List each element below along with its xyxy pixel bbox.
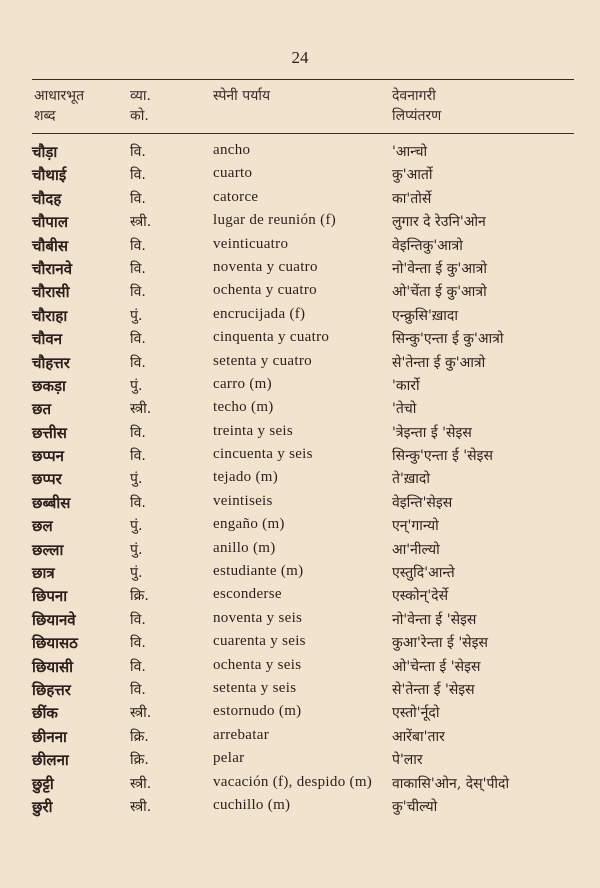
entry-spanish: ochenta y seis bbox=[213, 656, 302, 673]
entry-word: छात्र bbox=[32, 564, 55, 583]
entry-transliteration: लुगार दे रेउनि'ओन bbox=[392, 214, 486, 231]
entry-grammar: वि. bbox=[130, 424, 146, 441]
entry-transliteration: नो'वेन्ता ई 'सेइस bbox=[392, 611, 477, 628]
entry-row bbox=[0, 492, 600, 515]
entry-row bbox=[0, 164, 600, 187]
entry-row bbox=[0, 281, 600, 304]
header-top-rule bbox=[32, 79, 574, 80]
dictionary-entries bbox=[0, 141, 600, 819]
entry-row bbox=[0, 539, 600, 562]
entry-spanish: cincuenta y seis bbox=[213, 446, 313, 463]
entry-transliteration: वेइन्ति'सेइस bbox=[392, 494, 453, 511]
entry-spanish: cinquenta y cuatro bbox=[213, 329, 330, 346]
header-spanish: स्पेनी पर्याय bbox=[213, 88, 271, 104]
entry-spanish: veinticuatro bbox=[213, 235, 289, 252]
entry-grammar: वि. bbox=[130, 331, 146, 348]
entry-grammar: स्त्री. bbox=[130, 401, 152, 418]
entry-grammar: पुं. bbox=[130, 307, 143, 324]
entry-spanish: tejado (m) bbox=[213, 469, 279, 486]
page-number: 24 bbox=[291, 48, 309, 67]
entry-spanish: pelar bbox=[213, 750, 245, 767]
entry-row bbox=[0, 258, 600, 281]
entry-word: चौराहा bbox=[32, 306, 68, 325]
header-devanagari: देवनागरी लिप्यंतरण bbox=[392, 88, 442, 124]
entry-word: छत्तीस bbox=[32, 423, 67, 442]
entry-transliteration: से'तेन्ता ई कु'आत्रो bbox=[392, 354, 486, 371]
entry-spanish: setenta y cuatro bbox=[213, 352, 312, 369]
entry-row bbox=[0, 632, 600, 655]
entry-word: छियानवे bbox=[32, 610, 76, 629]
entry-transliteration: एस्तुदि'आन्ते bbox=[392, 565, 455, 582]
entry-row bbox=[0, 141, 600, 164]
entry-grammar: स्त्री. bbox=[130, 705, 152, 722]
entry-word: छिहत्तर bbox=[32, 680, 71, 699]
entry-word: छप्पर bbox=[32, 470, 62, 489]
entry-transliteration: एन्क्रुसि'ख़ादा bbox=[392, 307, 458, 324]
entry-spanish: engaño (m) bbox=[213, 516, 285, 533]
entry-transliteration: आ'नील्यो bbox=[392, 541, 440, 558]
entry-word: छल्ला bbox=[32, 540, 64, 559]
entry-row bbox=[0, 796, 600, 819]
entry-word: छत bbox=[32, 400, 52, 419]
entry-row bbox=[0, 773, 600, 796]
entry-transliteration: सिन्कु'एन्ता ई कु'आत्रो bbox=[392, 331, 504, 348]
entry-spanish: vacación (f), despido (m) bbox=[213, 773, 373, 790]
entry-grammar: वि. bbox=[130, 167, 146, 184]
entry-row bbox=[0, 749, 600, 772]
entry-spanish: cuchillo (m) bbox=[213, 796, 291, 813]
header-bottom-rule bbox=[32, 133, 574, 134]
entry-grammar: वि. bbox=[130, 635, 146, 652]
entry-grammar: वि. bbox=[130, 494, 146, 511]
entry-spanish: catorce bbox=[213, 188, 259, 205]
entry-grammar: पुं. bbox=[130, 565, 143, 582]
entry-grammar: वि. bbox=[130, 448, 146, 465]
entry-row bbox=[0, 188, 600, 211]
entry-grammar: वि. bbox=[130, 611, 146, 628]
entry-row bbox=[0, 305, 600, 328]
entry-word: चौथाई bbox=[32, 166, 67, 185]
entry-transliteration: 'त्रेइन्ता ई 'सेइस bbox=[392, 424, 472, 441]
entry-grammar: पुं. bbox=[130, 377, 143, 394]
entry-transliteration: 'आन्चो bbox=[392, 144, 428, 160]
entry-grammar: वि. bbox=[130, 190, 146, 207]
entry-row bbox=[0, 726, 600, 749]
entry-word: चौरासी bbox=[32, 283, 70, 302]
entry-spanish: noventa y cuatro bbox=[213, 258, 318, 275]
entry-grammar: वि. bbox=[130, 260, 146, 277]
entry-transliteration: से'तेन्ता ई 'सेइस bbox=[392, 681, 475, 698]
entry-word: छींक bbox=[32, 704, 58, 723]
entry-transliteration: कु'आर्तो bbox=[392, 167, 433, 184]
entry-transliteration: ओ'चेंता ई कु'आत्रो bbox=[392, 284, 487, 301]
entry-row bbox=[0, 398, 600, 421]
entry-row bbox=[0, 352, 600, 375]
entry-grammar: वि. bbox=[130, 284, 146, 301]
entry-word: छीलना bbox=[32, 751, 69, 770]
entry-row bbox=[0, 585, 600, 608]
entry-word: छुट्टी bbox=[32, 774, 54, 793]
entry-transliteration: कु'चील्यो bbox=[392, 798, 438, 815]
entry-transliteration: एन्'गान्यो bbox=[392, 518, 439, 535]
entry-row bbox=[0, 211, 600, 234]
entry-spanish: treinta y seis bbox=[213, 422, 294, 439]
entry-word: छल bbox=[32, 517, 53, 536]
entry-spanish: esconderse bbox=[213, 586, 282, 603]
entry-row bbox=[0, 375, 600, 398]
entry-grammar: क्रि. bbox=[130, 588, 149, 605]
entry-grammar: वि. bbox=[130, 681, 146, 698]
entry-spanish: anillo (m) bbox=[213, 539, 276, 556]
entry-transliteration: पे'लार bbox=[392, 752, 423, 769]
entry-spanish: ancho bbox=[213, 142, 251, 158]
entry-word: चौहत्तर bbox=[32, 353, 70, 372]
entry-spanish: estornudo (m) bbox=[213, 703, 302, 720]
entry-transliteration: 'कार्रो bbox=[392, 377, 420, 394]
entry-grammar: क्रि. bbox=[130, 728, 149, 745]
entry-spanish: noventa y seis bbox=[213, 609, 303, 626]
entry-spanish: techo (m) bbox=[213, 399, 274, 416]
entry-spanish: setenta y seis bbox=[213, 679, 297, 696]
entry-spanish: lugar de reunión (f) bbox=[213, 212, 337, 229]
entry-grammar: स्त्री. bbox=[130, 214, 152, 231]
entry-spanish: veintiseis bbox=[213, 492, 273, 509]
entry-grammar: क्रि. bbox=[130, 752, 149, 769]
entry-row bbox=[0, 445, 600, 468]
entry-transliteration: ते'ख़ादो bbox=[392, 471, 430, 488]
entry-grammar: पुं. bbox=[130, 541, 143, 558]
entry-word: चौरानवे bbox=[32, 259, 73, 278]
entry-row bbox=[0, 468, 600, 491]
entry-word: छिपना bbox=[32, 587, 68, 606]
entry-word: छीनना bbox=[32, 727, 67, 746]
entry-spanish: cuarto bbox=[213, 165, 253, 182]
entry-word: छब्बीस bbox=[32, 493, 71, 512]
entry-word: चौबीस bbox=[32, 236, 69, 255]
entry-grammar: वि. bbox=[130, 144, 146, 160]
entry-row bbox=[0, 422, 600, 445]
entry-grammar: वि. bbox=[130, 354, 146, 371]
entry-word: छुरी bbox=[32, 797, 53, 816]
entry-grammar: वि. bbox=[130, 237, 146, 254]
entry-transliteration: एस्तो'र्नूदो bbox=[392, 705, 440, 722]
entry-transliteration: कुआ'रेन्ता ई 'सेइस bbox=[392, 635, 488, 652]
entry-spanish: ochenta y cuatro bbox=[213, 282, 317, 299]
entry-word: छियासी bbox=[32, 657, 74, 676]
entry-row bbox=[0, 328, 600, 351]
entry-transliteration: वाकासि'ओन, देस्'पीदो bbox=[392, 775, 510, 792]
entry-spanish: estudiante (m) bbox=[213, 563, 304, 580]
entry-transliteration: ओ'चेन्ता ई 'सेइस bbox=[392, 658, 481, 675]
entry-transliteration: वेइन्तिकु'आत्रो bbox=[392, 237, 463, 254]
entry-grammar: स्त्री. bbox=[130, 775, 152, 792]
entry-row bbox=[0, 609, 600, 632]
entry-spanish: arrebatar bbox=[213, 726, 269, 743]
entry-transliteration: एस्कोन्'देर्से bbox=[392, 588, 449, 605]
entry-spanish: cuarenta y seis bbox=[213, 633, 306, 650]
entry-row bbox=[0, 235, 600, 258]
entry-grammar: स्त्री. bbox=[130, 798, 152, 815]
entry-word: छकड़ा bbox=[32, 376, 66, 395]
entry-transliteration: नो'वेन्ता ई कु'आत्रो bbox=[392, 260, 487, 277]
entry-transliteration: 'तेचो bbox=[392, 401, 417, 418]
entry-word: चौड़ा bbox=[32, 143, 58, 161]
entry-word: चौवन bbox=[32, 330, 63, 349]
entry-grammar: पुं. bbox=[130, 518, 143, 535]
entry-transliteration: सिन्कु'एन्ता ई 'सेइस bbox=[392, 448, 493, 465]
header-grammar: व्या. को. bbox=[130, 88, 151, 124]
entry-row bbox=[0, 702, 600, 725]
entry-grammar: पुं. bbox=[130, 471, 143, 488]
entry-word: चौदह bbox=[32, 189, 62, 208]
entry-transliteration: आरेंबा'तार bbox=[392, 728, 445, 745]
entry-spanish: carro (m) bbox=[213, 375, 272, 392]
entry-row bbox=[0, 656, 600, 679]
entry-word: छप्पन bbox=[32, 447, 64, 466]
entry-row bbox=[0, 679, 600, 702]
entry-word: छियासठ bbox=[32, 634, 78, 653]
header-base-word: आधारभूत शब्द bbox=[34, 88, 85, 124]
column-headers bbox=[0, 86, 600, 130]
entry-word: चौपाल bbox=[32, 213, 68, 232]
entry-row bbox=[0, 562, 600, 585]
entry-spanish: encrucijada (f) bbox=[213, 305, 306, 322]
entry-row bbox=[0, 515, 600, 538]
entry-grammar: वि. bbox=[130, 658, 146, 675]
entry-transliteration: का'तोर्से bbox=[392, 190, 432, 207]
